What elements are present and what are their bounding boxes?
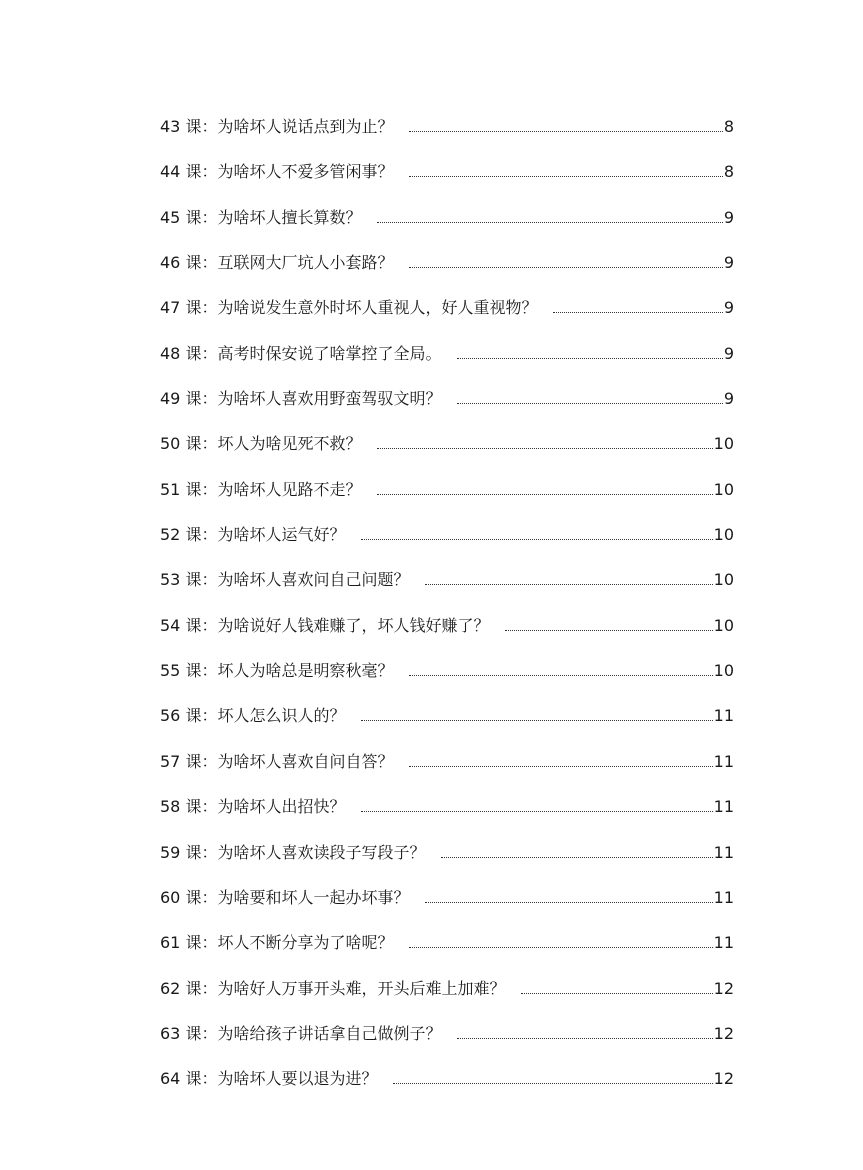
- toc-entry[interactable]: [160, 748, 734, 793]
- toc-dot-leader: [409, 675, 712, 676]
- toc-entry-page: 10: [713, 434, 734, 454]
- toc-entry-title: 51 课：为啥坏人见路不走？: [160, 479, 362, 499]
- toc-dot-leader: [361, 539, 712, 540]
- toc-dot-leader: [457, 403, 722, 404]
- toc-entry-page: 8: [723, 117, 734, 136]
- toc-entry-title: 60 课：为啥要和坏人一起办坏事？: [160, 887, 410, 907]
- toc-entry-page: 12: [713, 1069, 734, 1089]
- toc-entry-page: 10: [713, 479, 734, 499]
- toc-entry-page: 8: [723, 162, 734, 182]
- toc-entry-page: 11: [713, 887, 734, 907]
- toc-dot-leader: [409, 131, 722, 132]
- toc-entry-page: 10: [713, 615, 734, 635]
- toc-dot-leader: [409, 267, 722, 268]
- toc-entry[interactable]: [160, 612, 734, 657]
- toc-entry[interactable]: [160, 566, 734, 611]
- toc-entry[interactable]: [160, 294, 734, 339]
- toc-entry[interactable]: [160, 385, 734, 430]
- toc-entry-title: 49 课：为啥坏人喜欢用野蛮驾驭文明？: [160, 389, 442, 409]
- toc-dot-leader: [377, 222, 722, 223]
- toc-entry-page: 9: [723, 298, 734, 318]
- toc-entry-page: 11: [713, 797, 734, 817]
- toc-entry[interactable]: [160, 158, 734, 203]
- toc-entry-page: 11: [713, 751, 734, 771]
- toc-entry-title: 47 课：为啥说发生意外时坏人重视人，好人重视物？: [160, 298, 538, 318]
- toc-entry-page: 10: [713, 570, 734, 590]
- toc-dot-leader: [425, 902, 712, 903]
- toc-dot-leader: [361, 811, 712, 812]
- toc-dot-leader: [409, 176, 722, 177]
- toc-entry-title: 54 课：为啥说好人钱难赚了，坏人钱好赚了？: [160, 615, 490, 635]
- toc-entry-title: 62 课：为啥好人万事开头难，开头后难上加难？: [160, 978, 506, 998]
- toc-entry-page: 9: [723, 343, 734, 363]
- toc-entry-page: 10: [713, 661, 734, 681]
- toc-entry-title: 43 课：为啥坏人说话点到为止？: [160, 117, 394, 136]
- toc-entry-title: 46 课：互联网大厂坑人小套路？: [160, 253, 394, 273]
- toc-entry-title: 55 课：坏人为啥总是明察秋毫？: [160, 661, 394, 681]
- toc-entry-page: 11: [713, 706, 734, 726]
- toc-entry[interactable]: [160, 521, 734, 566]
- toc-entry-page: 11: [713, 933, 734, 953]
- toc-entry-title: 58 课：为啥坏人出招快？: [160, 797, 346, 817]
- toc-entry[interactable]: [160, 430, 734, 475]
- toc-entry[interactable]: [160, 1065, 734, 1110]
- toc-entry-title: 53 课：为啥坏人喜欢问自己问题？: [160, 570, 410, 590]
- toc-entry-title: 59 课：为啥坏人喜欢读段子写段子？: [160, 842, 426, 862]
- toc-entry-page: 11: [713, 842, 734, 862]
- toc-dot-leader: [441, 857, 712, 858]
- toc-entry-title: 52 课：为啥坏人运气好？: [160, 525, 346, 545]
- toc-entry[interactable]: [160, 249, 734, 294]
- toc-entry[interactable]: [160, 657, 734, 702]
- toc-entry[interactable]: [160, 702, 734, 747]
- toc-entry-page: 9: [723, 253, 734, 273]
- toc-entry-title: 63 课：为啥给孩子讲话拿自己做例子？: [160, 1023, 442, 1043]
- toc-entry[interactable]: [160, 1020, 734, 1065]
- toc-entry-title: 50 课：坏人为啥见死不救？: [160, 434, 362, 454]
- toc-entry-page: 10: [713, 525, 734, 545]
- toc-dot-leader: [505, 630, 712, 631]
- toc-entry[interactable]: [160, 975, 734, 1020]
- toc-entry-title: 57 课：为啥坏人喜欢自问自答？: [160, 751, 394, 771]
- toc-entry-title: 64 课：为啥坏人要以退为进？: [160, 1069, 378, 1089]
- toc-entry[interactable]: [160, 929, 734, 974]
- toc-dot-leader: [425, 584, 712, 585]
- toc-entry[interactable]: [160, 839, 734, 884]
- toc-dot-leader: [457, 358, 722, 359]
- toc-entry[interactable]: [160, 340, 734, 385]
- toc-dot-leader: [457, 1038, 712, 1039]
- toc-dot-leader: [377, 448, 712, 449]
- toc-entry-page: 12: [713, 978, 734, 998]
- toc-entry-page: 9: [723, 389, 734, 409]
- toc-dot-leader: [409, 766, 712, 767]
- toc-entry-title: 48 课：高考时保安说了啥掌控了全局。: [160, 343, 442, 363]
- toc-entry-title: 56 课：坏人怎么识人的？: [160, 706, 346, 726]
- toc-entry-page: 12: [713, 1023, 734, 1043]
- toc-entry-title: 44 课：为啥坏人不爱多管闲事？: [160, 162, 394, 182]
- toc-entry[interactable]: [160, 793, 734, 838]
- toc-entry[interactable]: [160, 476, 734, 521]
- toc-entry[interactable]: [160, 204, 734, 249]
- toc-entry[interactable]: [160, 884, 734, 929]
- table-of-contents: [160, 113, 734, 1111]
- toc-entry-title: 61 课：坏人不断分享为了啥呢？: [160, 933, 394, 953]
- toc-dot-leader: [553, 312, 722, 313]
- toc-entry-title: 45 课：为啥坏人擅长算数？: [160, 207, 362, 227]
- toc-entry[interactable]: [160, 113, 734, 158]
- toc-dot-leader: [377, 494, 712, 495]
- toc-dot-leader: [393, 1083, 712, 1084]
- toc-dot-leader: [521, 993, 712, 994]
- toc-dot-leader: [409, 947, 712, 948]
- toc-entry-page: 9: [723, 207, 734, 227]
- toc-dot-leader: [361, 720, 712, 721]
